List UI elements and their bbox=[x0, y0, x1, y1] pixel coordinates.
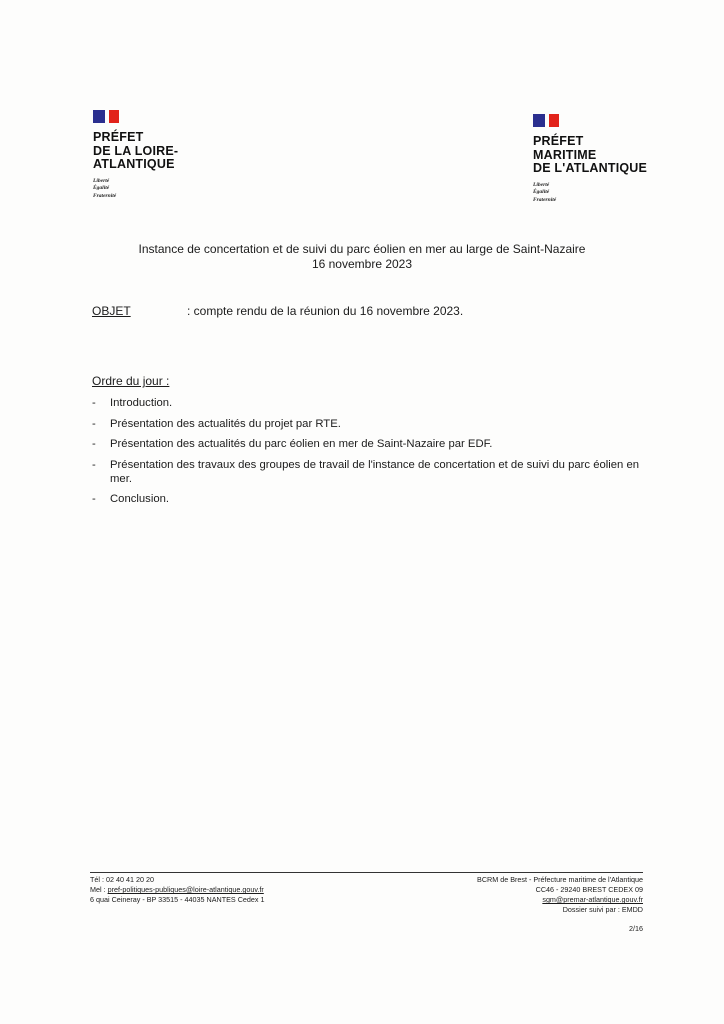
footer-mail-line bbox=[90, 885, 264, 895]
agenda-list bbox=[92, 396, 652, 513]
footer-divider bbox=[90, 872, 643, 873]
marianne-flag-icon bbox=[533, 114, 559, 127]
agenda-item: - Introduction. bbox=[92, 396, 652, 410]
footer-contact bbox=[90, 875, 264, 905]
agenda-item: - Présentation des actualités du projet par RTE. bbox=[92, 417, 652, 431]
agenda-item: - Présentation des travaux des groupes de travail de l'instance de concertation et de suivi du parc éolien en mer. bbox=[92, 458, 652, 486]
prefet-loire-atlantique-logo bbox=[93, 110, 178, 200]
footer-phone: Tél : 02 40 41 20 20 bbox=[90, 875, 154, 884]
objet-label: OBJET bbox=[92, 304, 131, 318]
footer-premar bbox=[477, 875, 643, 915]
footer-dossier: Dossier suivi par : EMDD bbox=[562, 905, 643, 914]
motto-egalite: Égalité bbox=[533, 189, 550, 195]
logo-left-motto bbox=[93, 178, 178, 201]
logo-right-name: PRÉFET MARITIME DE L'ATLANTIQUE bbox=[533, 134, 648, 175]
motto-fraternite: Fraternité bbox=[93, 192, 117, 199]
footer-mail-link[interactable]: pref-politiques-publiques@loire-atlantique.gouv.fr bbox=[107, 885, 264, 894]
title-line-1: Instance de concertation et de suivi du parc éolien en mer au large de Saint-Nazaire bbox=[138, 242, 586, 256]
prefet-maritime-atlantique-logo bbox=[533, 114, 647, 204]
agenda-item: - Présentation des actualités du parc éolien en mer de Saint-Nazaire par EDF. bbox=[92, 437, 652, 451]
page-number: 2/16 bbox=[629, 924, 643, 933]
motto-fraternite: Fraternité bbox=[533, 196, 557, 203]
logo-left-name: PRÉFET DE LA LOIRE- ATLANTIQUE bbox=[93, 130, 179, 171]
motto-liberte: Liberté bbox=[533, 181, 550, 188]
footer-premar-mail-link[interactable]: sgm@premar-atlantique.gouv.fr bbox=[542, 895, 643, 904]
footer-premar-line-2: CC46 - 29240 BREST CEDEX 09 bbox=[535, 885, 643, 894]
agenda-heading: Ordre du jour : bbox=[92, 374, 170, 388]
footer-mail-label: Mel : bbox=[90, 885, 108, 894]
title-line-2: 16 novembre 2023 bbox=[311, 257, 413, 271]
motto-liberte: Liberté bbox=[93, 177, 110, 184]
document-title bbox=[0, 242, 724, 272]
logo-right-motto bbox=[533, 182, 647, 205]
agenda-item: - Conclusion. bbox=[92, 492, 652, 506]
motto-egalite: Égalité bbox=[93, 185, 110, 191]
objet-text: : compte rendu de la réunion du 16 novembre 2023. bbox=[187, 304, 464, 318]
marianne-flag-icon bbox=[93, 110, 119, 123]
footer-address: 6 quai Ceineray - BP 33515 - 44035 NANTES Cedex 1 bbox=[90, 895, 265, 904]
footer-premar-line-1: BCRM de Brest - Préfecture maritime de l'Atlantique bbox=[477, 875, 643, 884]
